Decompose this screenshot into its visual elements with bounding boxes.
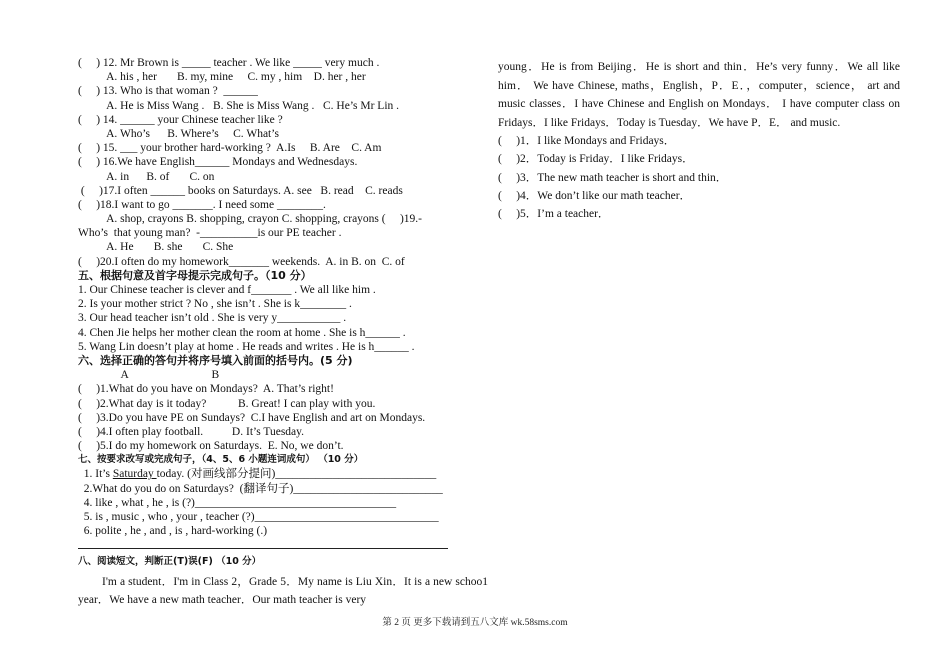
section-7-title: 七、按要求改写或完成句子，（4、5、6 小题连词成句） （10 分） [78, 454, 364, 466]
question-line: A. He B. she C. She [78, 241, 234, 254]
tf-item: ( )3．The new math teacher is short and thin． [498, 171, 728, 184]
rewrite-item: 5. is , music , who , your , teacher (?)________________________________ [78, 511, 439, 523]
question-line: ( )18.I want to go _______. I need some ________. [78, 198, 326, 211]
rewrite-item [78, 467, 488, 481]
tf-item: ( )4．We don’t like our math teacher． [498, 189, 692, 202]
rewrite-item: 2.What do you do on Saturdays? (翻译句子)__________________________ [78, 482, 443, 495]
rewrite-item: 4. like , what , he , is (?)___________________________________ [78, 496, 397, 509]
match-item: ( )1.What do you have on Mondays? A. That’s right! [78, 383, 334, 396]
right-column [498, 58, 900, 223]
question-line: ( ) 16.We have English______ Mondays and Wednesdays. [78, 156, 358, 169]
question-line: ( ) 13. Who is that woman ? ______ [78, 85, 258, 98]
section-7 [78, 453, 488, 549]
item-text: today. (对画线部分提问)____________________________ [156, 468, 437, 481]
question-line: A. shop, crayons B. shopping, crayon C. shopping, crayons ( )19.- [78, 213, 423, 226]
fill-item: 5. Wang Lin doesn’t play at home . He reads and writes . He is h______ . [78, 340, 415, 353]
question-line: ( ) 15. ___ your brother hard-working ? A.Is B. Are C. Am [78, 142, 382, 155]
question-line: ( )17.I often ______ books on Saturdays. A. see B. read C. reads [78, 184, 403, 197]
left-column [78, 56, 488, 610]
match-item: ( )2.What day is it today? B. Great! I can play with you. [78, 397, 376, 410]
section-6-title: 六、选择正确的答句并将序号填入前面的括号内。(5 分) [78, 353, 353, 367]
question-line: Who’s that young man? -__________is our PE teacher . [78, 227, 342, 240]
question-line: ( ) 12. Mr Brown is _____ teacher . We like _____ very much . [78, 57, 380, 69]
question-line: A. Who’s B. Where’s C. What’s [78, 127, 279, 140]
fill-item: 1. Our Chinese teacher is clever and f_______ . We all like him . [78, 284, 376, 296]
true-false-items [498, 132, 900, 223]
underlined-word: Saturday [112, 468, 157, 481]
section-6 [78, 354, 488, 453]
section-5-title: 五、根据句意及首字母提示完成句子。（10 分） [78, 268, 312, 282]
question-line: ( )20.I often do my homework_______ weekends. A. in B. on C. of [78, 255, 405, 268]
question-line: A. in B. of C. on [78, 170, 215, 183]
fill-item: 2. Is your mother strict ? No , she isn’t . She is k________ . [78, 298, 352, 311]
tf-item: ( )2．Today is Friday．I like Fridays． [498, 153, 694, 166]
fill-item: 4. Chen Jie helps her mother clean the room at home . She is h______ . [78, 326, 406, 339]
section-8-title: 八、阅读短文，判断正(T)误(F) （10 分） [78, 556, 262, 568]
item-text: 1. It’s [78, 468, 113, 481]
match-item: ( )4.I often play football. D. It’s Tuesday. [78, 425, 305, 438]
section-5 [78, 269, 488, 354]
section-8 [78, 555, 488, 609]
tf-item: ( )1．I like Mondays and Fridays． [498, 135, 676, 147]
match-item: ( )3.Do you have PE on Sundays? C.I have English and art on Mondays. [78, 411, 426, 424]
question-line: A. his , her B. my, mine C. my , him D. her , her [78, 71, 366, 84]
fill-item: 3. Our head teacher isn’t old . She is very y___________ . [78, 312, 347, 325]
reading-passage: I'm a student．I'm in Class 2，Grade 5．My name is Liu Xin．It is a new schoo1 year．We have a new math teacher．Our math teacher is very [78, 575, 488, 607]
multiple-choice-questions [78, 56, 488, 269]
page-footer: 第 2 页 更多下载请到五八文库 wk.58sms.com [382, 618, 568, 628]
answer-line [78, 538, 448, 549]
column-headers: A B [78, 369, 220, 382]
question-line: ( ) 14. ______ your Chinese teacher like ? [78, 113, 283, 126]
tf-item: ( )5．I’m a teacher． [498, 208, 610, 221]
reading-passage-continued: young．He is from Beijing．He is short and thin．He’s very funny．We all like him． We have Chinese, maths，English，P．E．，computer，science， art and music classes．I have Chinese and English on Mondays． I have computer class on Fridays．I like Fridays．Today is Tuesday．We have P．E． and music. [498, 61, 900, 129]
question-line: A. He is Miss Wang . B. She is Miss Wang . C. He’s Mr Lin . [78, 99, 400, 112]
rewrite-item: 6. polite , he , and , is , hard-working (.) [78, 525, 268, 538]
match-item: ( )5.I do my homework on Saturdays. E. No, we don’t. [78, 440, 344, 453]
